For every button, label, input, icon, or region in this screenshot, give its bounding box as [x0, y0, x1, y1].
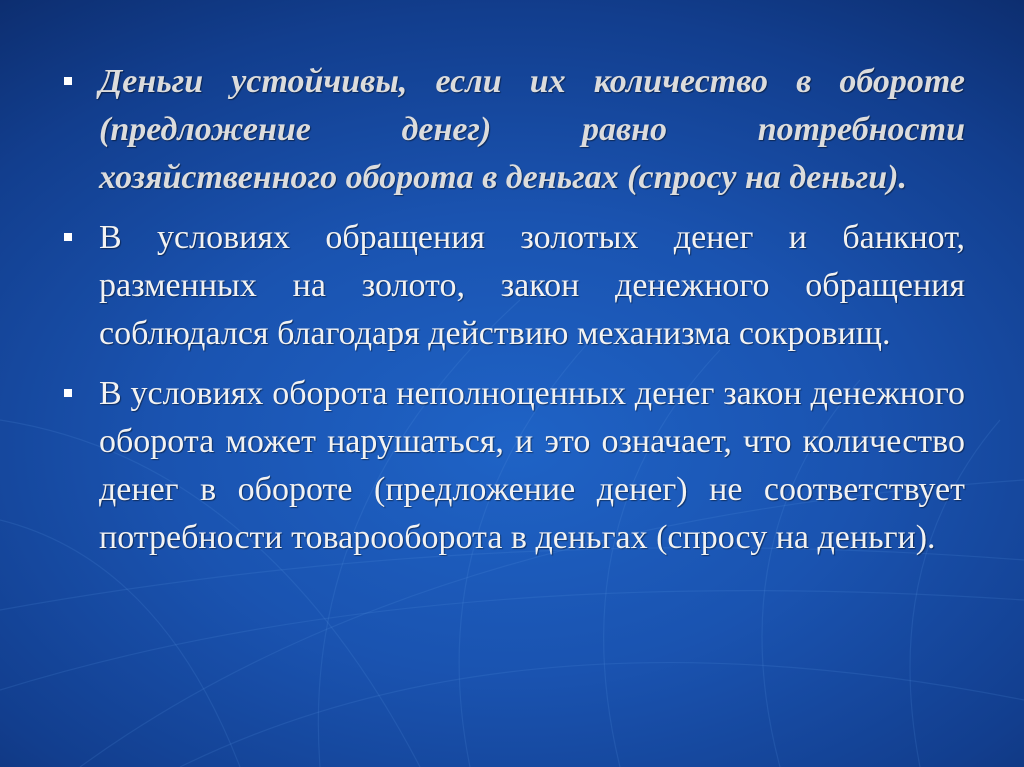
bullet-text: В условиях оборота неполноценных денег закон денежного оборота может нарушаться, и это означает, что количество денег в обороте (предложение денег) не соответствует потребности товарооборота в деньгах (спросу на деньги).	[99, 375, 965, 556]
square-bullet-icon	[64, 389, 72, 397]
bullet-item	[60, 370, 965, 562]
bullet-item	[60, 214, 965, 358]
square-bullet-icon	[64, 77, 72, 85]
bullet-text: В условиях обращения золотых денег и банкнот, разменных на золото, закон денежного обращения соблюдался благодаря действию механизма сокровищ.	[99, 219, 965, 352]
bullet-item	[60, 58, 965, 202]
square-bullet-icon	[64, 233, 72, 241]
bullet-text: Деньги устойчивы, если их количество в обороте (предложение денег) равно потребности хозяйственного оборота в деньгах (спросу на деньги).	[99, 63, 965, 196]
bullet-list	[60, 58, 965, 574]
